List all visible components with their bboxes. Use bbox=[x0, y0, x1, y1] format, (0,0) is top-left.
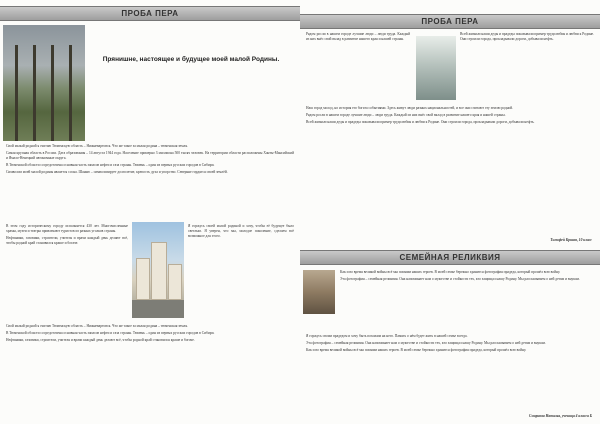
signature-bottom: Смирнова Наталья, ученица 4 класса Б bbox=[528, 414, 592, 418]
left-paragraph: Нефтяники, газовики, строители, учителя и врачи каждый день делают всё, чтобы родной край становился краше и богаче. bbox=[6, 236, 128, 246]
left-text-block-3 bbox=[188, 224, 294, 320]
left-paragraph: Самая крупная область в России. Дата образования – 14 августа 1944 года. Население примерно 3 миллиона 500 тысяч человек. На территории области расположены Ханты-Мансийский и Ямало-Ненецкий автономные округа. bbox=[6, 151, 294, 161]
right-paragraph: Рядом росли в нашем городе лучшие люди – люди труда. Каждый из них внёс свой вклад в развитие нашего края и нашей страны. bbox=[306, 113, 506, 118]
right-paragraph: Как и во время великой войны всё мы помним наших героев. В моей семье бережно хранится фотография прадеда, который прошёл всю войну. bbox=[340, 270, 561, 274]
right-text-block-3 bbox=[306, 106, 594, 234]
left-paragraph: Свой малый родной я считаю Тюменскую область – Нижневартовск. Что же такое за малая родина – тюменская земля. bbox=[6, 144, 188, 148]
left-text-block-1 bbox=[6, 144, 294, 220]
forest-photo bbox=[3, 25, 85, 141]
right-paragraph: Как и во время великой войны всё мы помним наших героев. В моей семье бережно хранится фотография прадеда, который прошёл всю войну. bbox=[306, 348, 527, 353]
right-banner-top: ПРОБА ПЕРА bbox=[300, 14, 600, 29]
right-paragraph: Наш город молод, но история его богата событиями. Здесь живут люди разных национальностей, и все они считают эту землю родной. bbox=[306, 106, 514, 110]
right-paragraph: Всей жизнью наши деды и прадеды показывали пример трудолюбия и любви к Родине. Они строили города, прокладывали дороги, добывали нефть. bbox=[306, 120, 535, 125]
industrial-photo bbox=[416, 36, 456, 100]
left-paragraph: В Тюменской области сосредоточена основная часть запасов нефти и газа страны. Тюмень – один из первых русских городов в Сибири. bbox=[6, 331, 215, 336]
left-paragraph: В этом году историческому городу исполняется 430 лет. Многочисленные храмы, музеи и театры привлекают туристов из разных уголков страны. bbox=[6, 224, 128, 234]
left-text-block-4 bbox=[6, 324, 294, 420]
left-paragraph: В Тюменской области сосредоточена основная часть запасов нефти и газа страны. Тюмень – один из первых русских городов в Сибири. bbox=[6, 163, 215, 168]
right-text-block-2 bbox=[460, 32, 594, 102]
town-photo bbox=[132, 222, 184, 318]
right-text-block-1 bbox=[306, 32, 410, 102]
article-headline: Прянишне, настоящее и будущее моей малой Родины. bbox=[102, 56, 280, 63]
right-paragraph: Эта фотография – семейная реликвия. Она напоминает нам о мужестве и стойкости тех, кто защищал нашу Родину. Мы рассказываем о ней детям и внукам. bbox=[306, 341, 546, 346]
right-paragraph: Всей жизнью наши деды и прадеды показывали пример трудолюбия и любви к Родине. Они строили города, прокладывали дороги, добывали нефть. bbox=[460, 32, 594, 42]
family-photo bbox=[303, 270, 335, 314]
right-paragraph: Рядом росли в нашем городе лучшие люди – люди труда. Каждый из них внёс свой вклад в развитие нашего края и нашей страны. bbox=[306, 32, 410, 42]
right-page bbox=[300, 0, 600, 424]
left-paragraph: Свой малый родной я считаю Тюменскую область – Нижневартовск. Что же такое за малая родина – тюменская земля. bbox=[6, 324, 188, 328]
left-text-block-2 bbox=[6, 224, 128, 320]
right-banner-bottom: СЕМЕЙНАЯ РЕЛИКВИЯ bbox=[300, 250, 600, 265]
right-text-block-4 bbox=[340, 270, 594, 330]
right-paragraph: Я горжусь своим прадедом и хочу быть похожим на него. Память о нём будет жить в нашей семье всегда. bbox=[306, 334, 468, 338]
left-paragraph: Символом моей малой родины является сосна. Шанью – символизирует долголетие, крепость духа и упорство. Северяне гордятся своей землёй. bbox=[6, 170, 228, 175]
right-text-block-5 bbox=[306, 334, 594, 410]
left-paragraph: Я горжусь своей малой родиной и хочу, чтобы её будущее было светлым. Я уверен, что мы, молодое поколение, сделаем всё возможное для этого. bbox=[188, 224, 294, 239]
left-banner: ПРОБА ПЕРА bbox=[0, 6, 300, 21]
signature-top: Тимофей Кривов, 10 класс bbox=[550, 238, 592, 242]
left-paragraph: Нефтяники, газовики, строители, учителя и врачи каждый день делают всё, чтобы родной край становился краше и богаче. bbox=[6, 338, 195, 343]
right-paragraph: Эта фотография – семейная реликвия. Она напоминает нам о мужестве и стойкости тех, кто защищал нашу Родину. Мы рассказываем о ней детям и внукам. bbox=[340, 277, 580, 282]
